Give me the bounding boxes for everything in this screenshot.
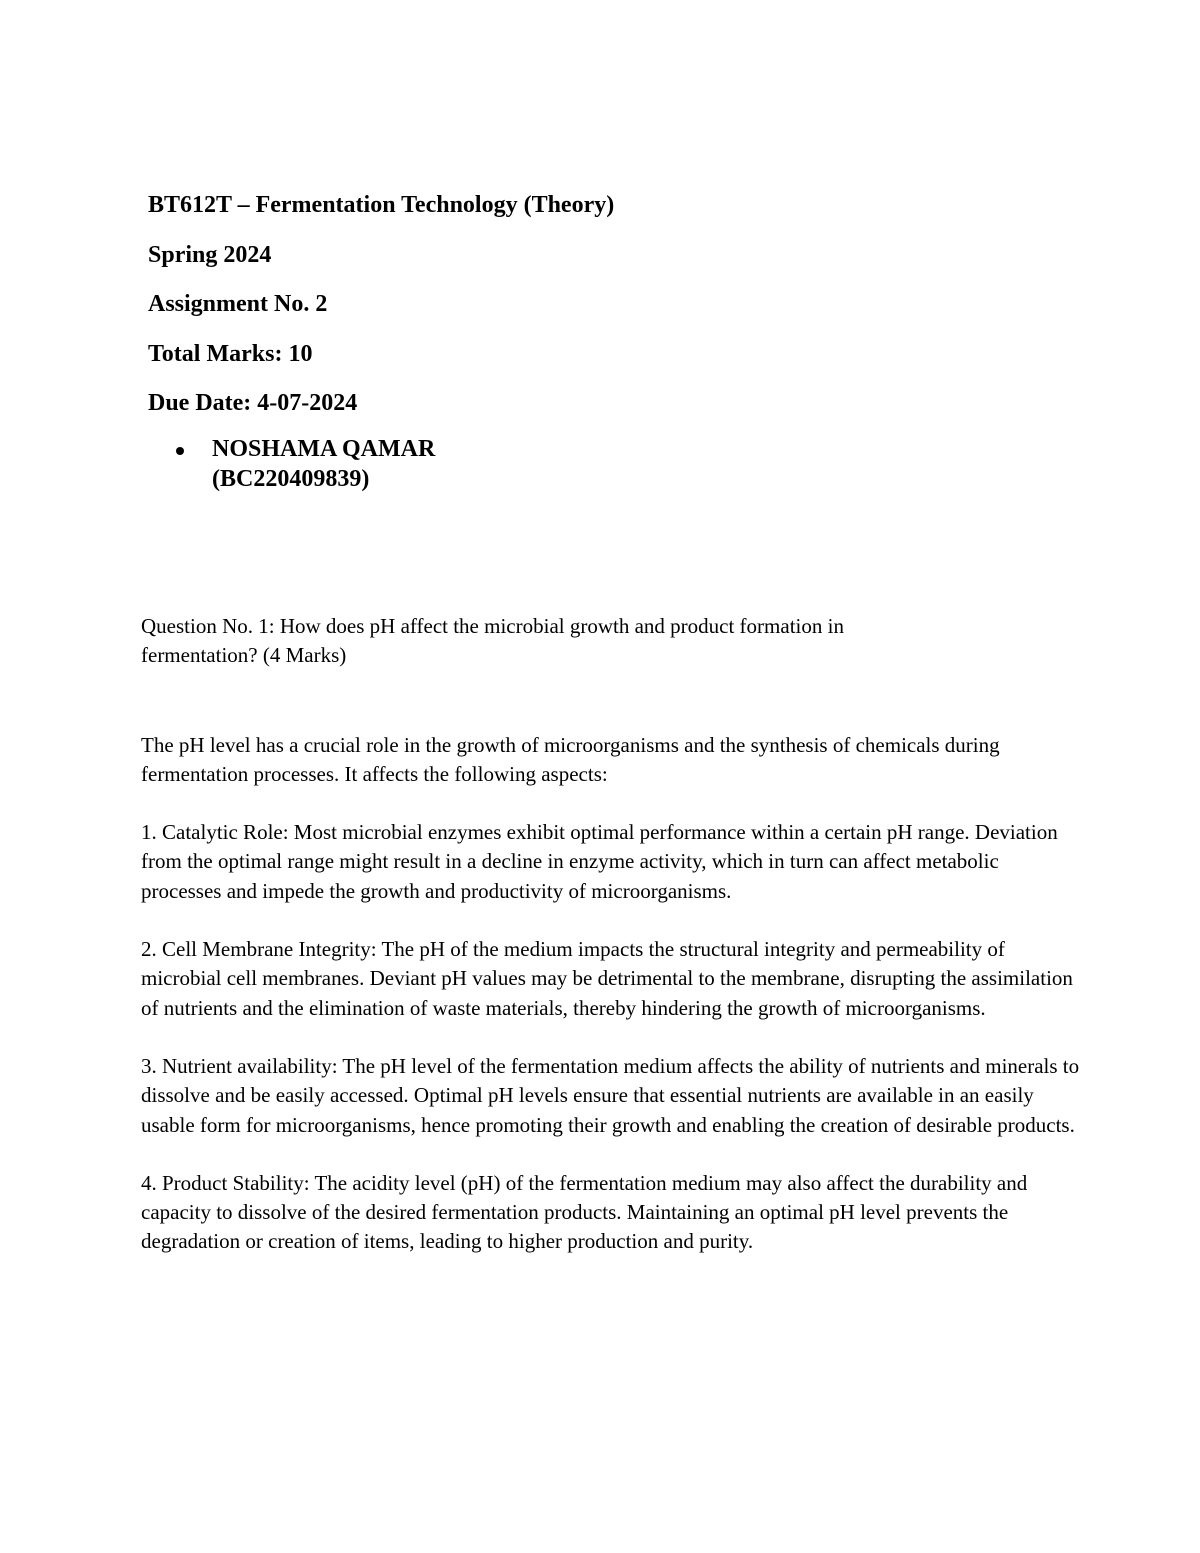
answer-intro: The pH level has a crucial role in the growth of microorganisms and the synthesis of chemicals during fermentation processes. It affects the following aspects: bbox=[141, 732, 1000, 786]
student-bullet bbox=[148, 434, 1048, 494]
document-body bbox=[141, 612, 1081, 1257]
course-title: BT612T – Fermentation Technology (Theory) bbox=[148, 192, 615, 218]
assignment-number: Assignment No. 2 bbox=[148, 291, 328, 317]
semester-label: Spring 2024 bbox=[148, 241, 272, 268]
due-date: Due Date: 4-07-2024 bbox=[148, 390, 358, 416]
document-header bbox=[148, 190, 1048, 494]
student-name: NOSHAMA QAMAR bbox=[212, 435, 436, 462]
answer-point: 4. Product Stability: The acidity level (pH) of the fermentation medium may also affect the durability and capacity to dissolve of the desired fermentation products. Maintaining an optimal pH level prevents the degradation or creation of items, leading to higher production and purity. bbox=[141, 1170, 1028, 1254]
total-marks: Total Marks: 10 bbox=[148, 340, 313, 367]
answer-point: 3. Nutrient availability: The pH level of the fermentation medium affects the ability of nutrients and minerals to dissolve and be easily accessed. Optimal pH levels ensure that essential nutrients are available in an easily usable form for microorganisms, hence promoting their growth and enabling the creation of desirable products. bbox=[141, 1053, 1080, 1137]
answer-point: 2. Cell Membrane Integrity: The pH of the medium impacts the structural integrity and permeability of microbial cell membranes. Deviant pH values may be detrimental to the membrane, disrupting the assimilation of nutrients and the elimination of waste materials, thereby hindering the growth of microorganisms. bbox=[141, 937, 1073, 1020]
answer-point: 1. Catalytic Role: Most microbial enzymes exhibit optimal performance within a certain pH range. Deviation from the optimal range might result in a decline in enzyme activity, which in turn can affect metabolic processes and impede the growth and productivity of microorganisms. bbox=[141, 820, 1058, 903]
student-info bbox=[212, 434, 1048, 494]
bullet-icon bbox=[176, 447, 184, 455]
student-id: (BC220409839) bbox=[212, 465, 370, 492]
question-text: Question No. 1: How does pH affect the microbial growth and product formation in fermentation? (4 Marks) bbox=[141, 614, 844, 668]
